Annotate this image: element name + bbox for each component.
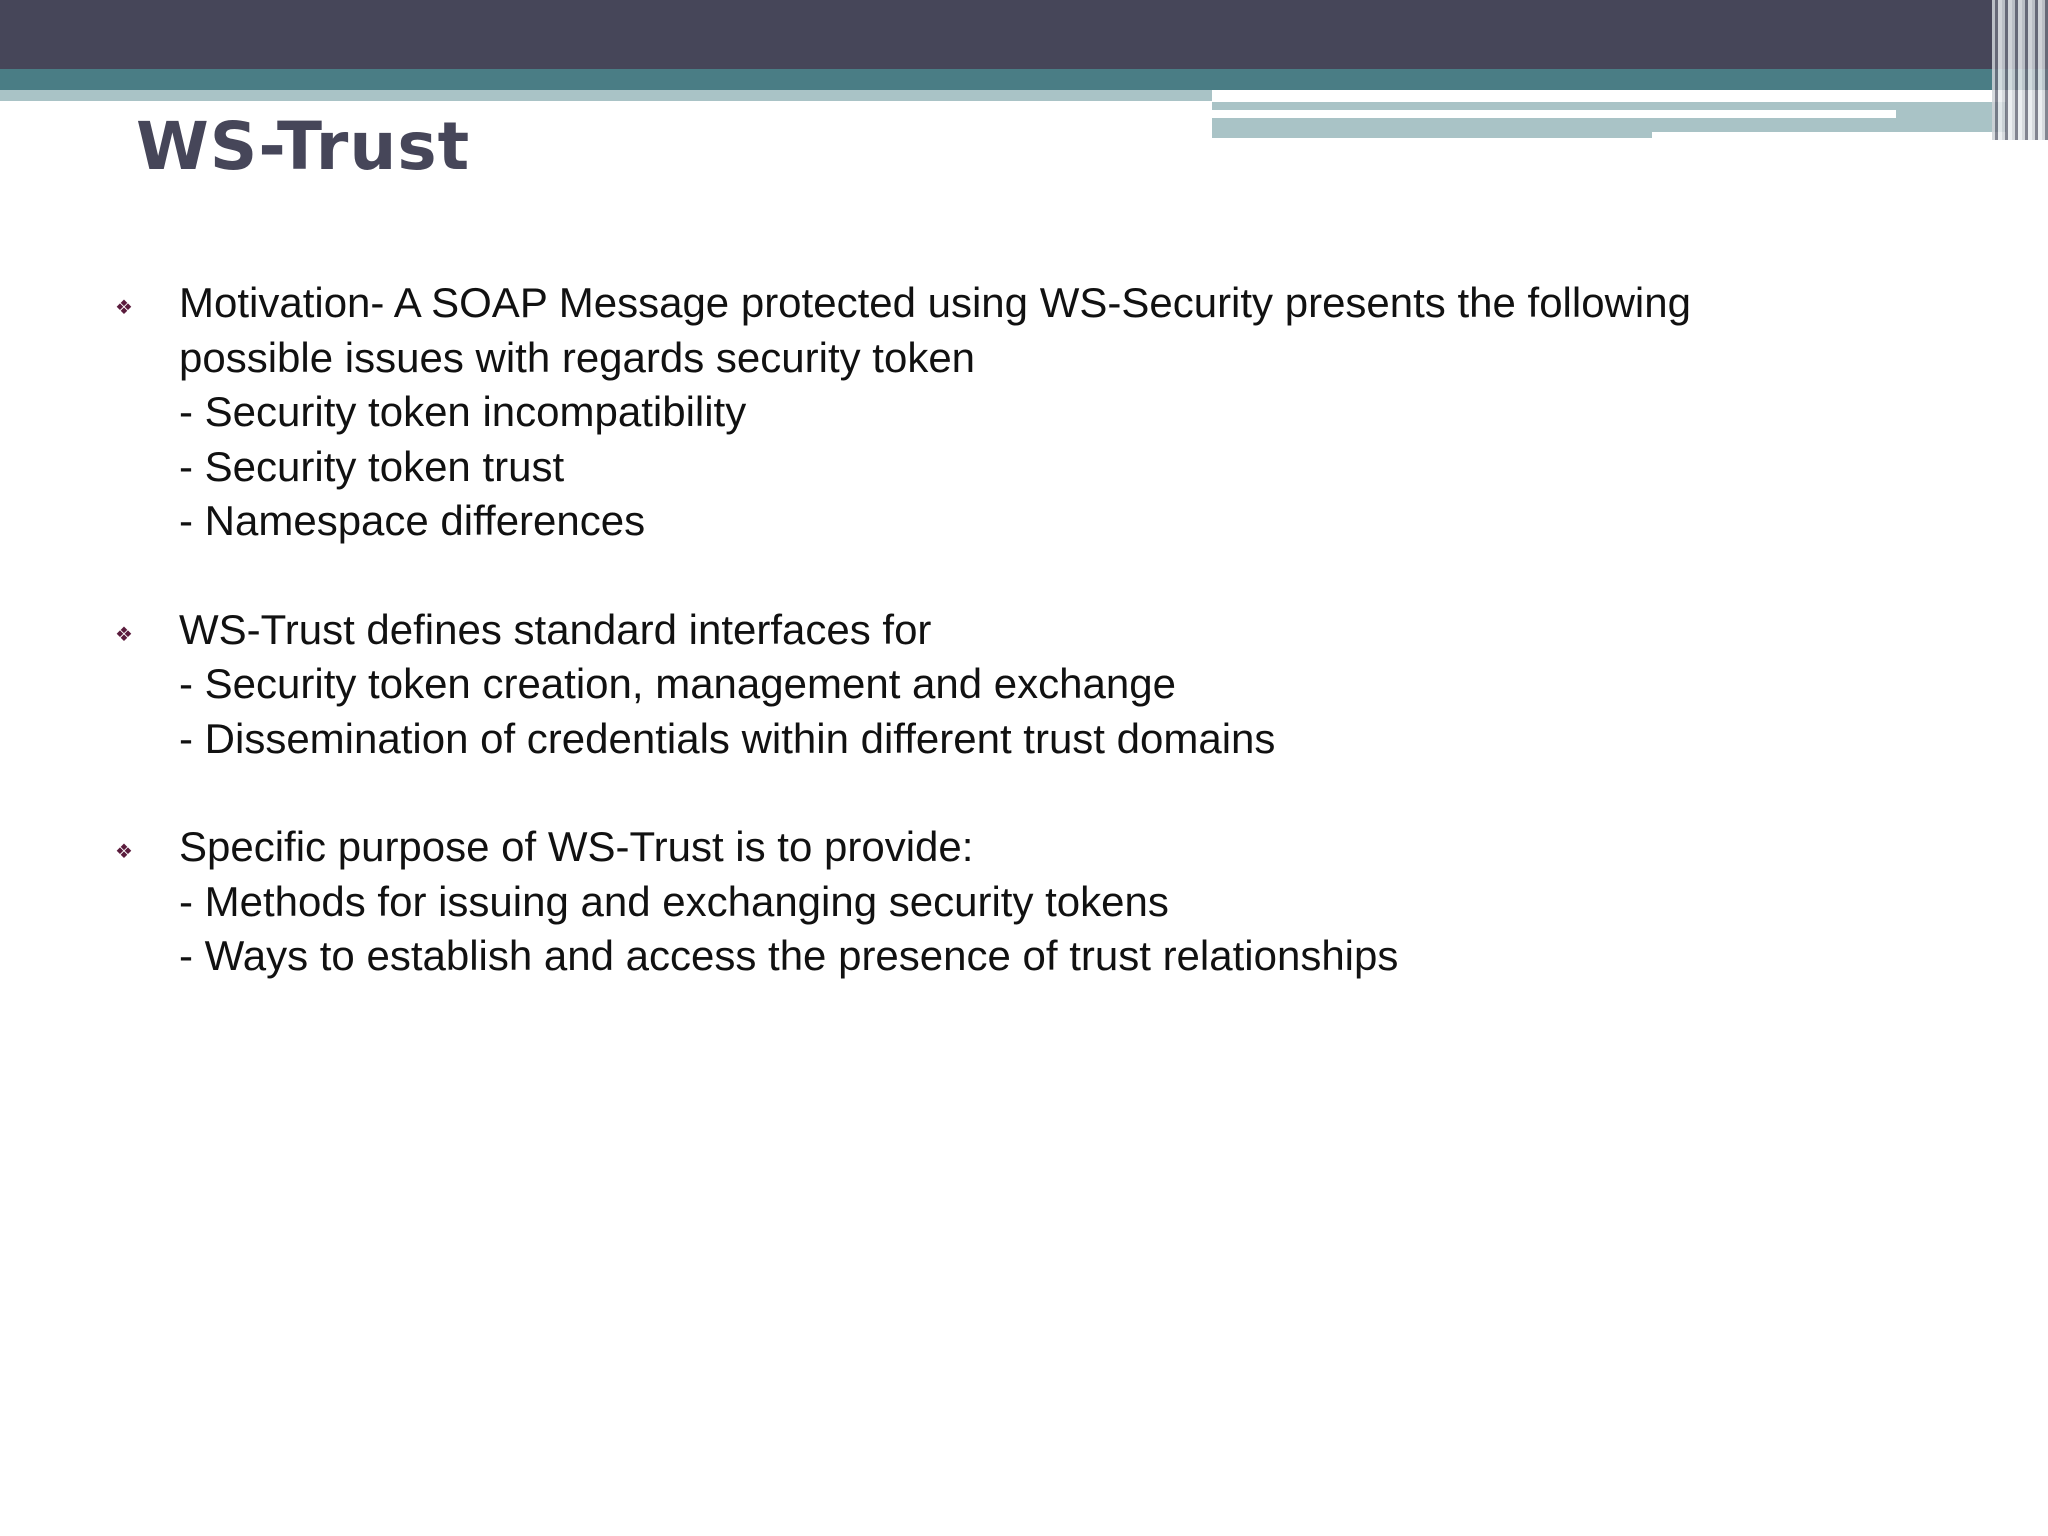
bullet-line: - Security token creation, management and exchange	[179, 660, 1176, 707]
header-band-gap	[1212, 90, 2048, 102]
bullet-text	[179, 820, 1932, 984]
header-band-light-right-edge	[1896, 102, 2006, 132]
bullet-line: possible issues with regards security token	[179, 333, 976, 381]
header-band-light-right	[1212, 102, 1896, 110]
slide-title: WS-Trust	[136, 108, 471, 185]
bullet-line: WS-Trust defines standard interfaces for	[179, 605, 932, 653]
bullet-item	[112, 276, 1932, 549]
bullet-item	[112, 820, 1932, 984]
header-band-teal	[0, 69, 2048, 90]
edge-stripes	[1992, 0, 2048, 140]
bullet-line: - Dissemination of credentials within different trust domains	[179, 714, 1276, 762]
four-diamond-bullet-icon: ❖	[115, 297, 133, 319]
bullet-text	[179, 276, 1932, 549]
bullet-text	[179, 603, 1932, 767]
bullet-line: - Security token incompatibility	[179, 388, 747, 435]
header-band-white-line	[1212, 110, 1896, 118]
bullet-list	[112, 276, 1932, 1038]
four-diamond-bullet-icon: ❖	[115, 841, 133, 863]
header-band-light-right-lower	[1212, 118, 1652, 138]
bullet-line: - Methods for issuing and exchanging security tokens	[179, 877, 1169, 925]
bullet-item	[112, 603, 1932, 767]
four-diamond-bullet-icon: ❖	[115, 623, 133, 646]
header-band-dark	[0, 0, 2048, 69]
bullet-line: - Ways to establish and access the presence of trust relationships	[179, 932, 1399, 979]
bullet-line: Specific purpose of WS-Trust is to provide:	[179, 823, 974, 870]
header-band-light-left	[0, 90, 1212, 101]
bullet-line: Motivation- A SOAP Message protected using WS-Security presents the following	[179, 279, 1691, 326]
bullet-line: - Security token trust	[179, 442, 565, 490]
bullet-line: - Namespace differences	[179, 497, 646, 544]
